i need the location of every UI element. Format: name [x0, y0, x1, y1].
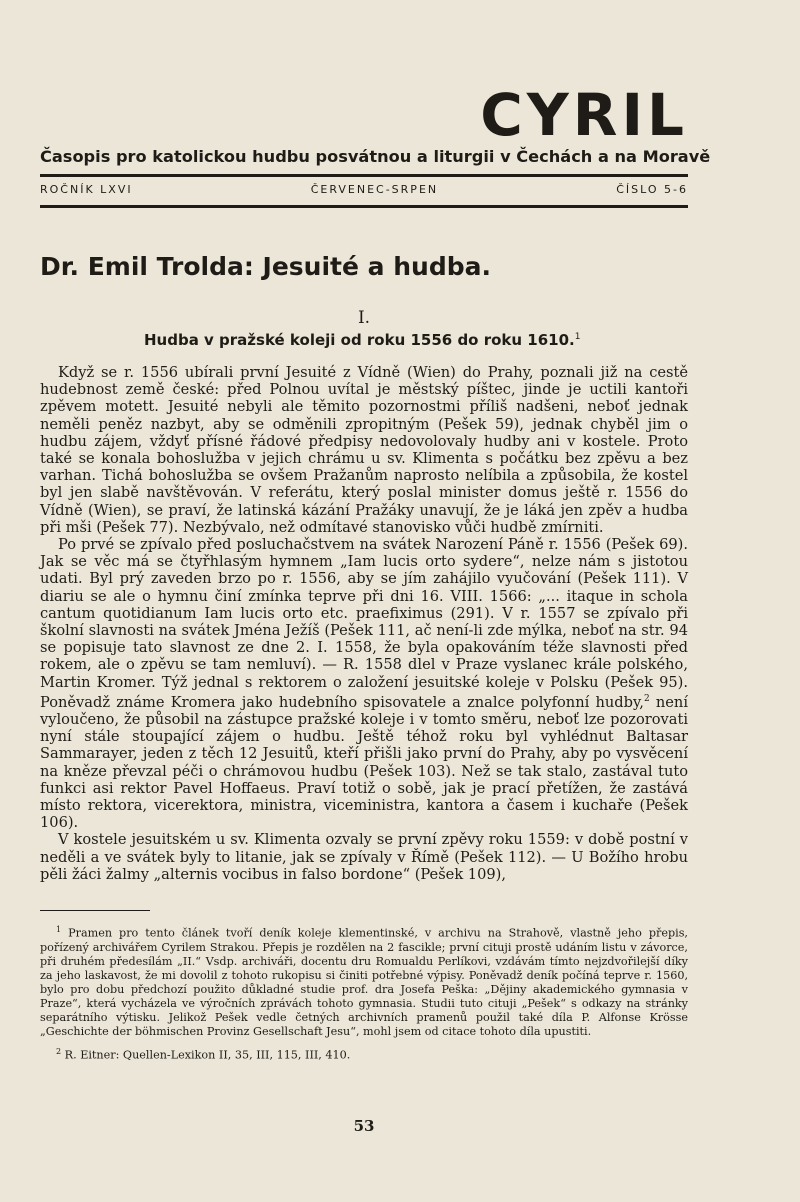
article-title: Dr. Emil Trolda: Jesuité a hudba. — [40, 252, 491, 281]
issue-label: ČÍSLO 5-6 — [616, 183, 688, 196]
masthead-rule-top — [40, 174, 688, 177]
masthead-rule-bottom — [40, 205, 688, 208]
footnote-text: R. Eitner: Quellen-Lexikon II, 35, III, 115, III, 410. — [64, 1048, 351, 1062]
footnotes — [40, 923, 688, 1068]
footnote-mark: 2 — [56, 1046, 62, 1056]
months-label: ČERVENEC-SRPEN — [310, 183, 439, 196]
section-heading-text: Hudba v pražské koleji od roku 1556 do roku 1610. — [144, 331, 575, 349]
paragraph: V kostele jesuitském u sv. Klimenta ozvaly se první zpěvy roku 1559: v době postní v neděli a ve svátek byly to litanie, jak se zpívaly v Římě (Pešek 112). — U Božího hrobu pěli žáci žalmy „alternis vocibus in falso bordone“ (Pešek 109), — [40, 831, 688, 883]
footnote — [40, 1045, 688, 1063]
section-number: I. — [357, 308, 371, 328]
volume-label: ROČNÍK LXVI — [40, 183, 133, 196]
footnote-ref-1: 1 — [574, 332, 581, 342]
journal-subtitle: Časopis pro katolickou hudbu posvátnou a liturgii v Čechách a na Moravě — [40, 147, 711, 166]
footnote-mark: 1 — [56, 925, 62, 934]
footnote-ref-2: 2 — [643, 693, 650, 704]
footnote — [40, 923, 688, 1039]
journal-title: CYRIL — [480, 81, 688, 149]
footnote-text: Pramen pro tento článek tvoří deník koleje klementinské, v archivu na Strahově, vlastně jeho přepis, pořízený archivářem Cyrilem Strakou. Přepis je rozdělen na 2 fascikle; první cituji prostě udáním listu v závorce, při druhém předesílám „II.“ Vsdp. archiváři, docentu dru Romualdu Perlíkovi, vzdávám tímto nejzdvořilejší díky za jeho laskavost, že mi dovolil z tohoto rukopisu si činiti potřebné výpisy. Poněvadž deník počíná teprve r. 1560, bylo pro dobu předchozí použito důkladné studie prof. dra Josefa Peška: „Dějiny akademického gymnasia v Praze“, která vycházela ve výročních zprávách tohoto gymnasia. Studii tuto cituji „Pešek“ s odkazy na stránky separátního výtisku. Jelikož Pešek vedle četných archivních pramenů použil také díla P. Alfonse Krösse „Geschichte der böhmischen Provinz Gesellschaft Jesu“, mohl jsem od citace tohoto díla upustiti. — [40, 926, 688, 1038]
article-body — [40, 364, 688, 883]
paragraph: Když se r. 1556 ubírali první Jesuité z Vídně (Wien) do Prahy, poznali již na cestě hudebnost země české: před Polnou uvítal je městský píštec, jinde je uctili kantoři zpěvem motett. Jesuité nebyli ale těmito pozornostmi příliš nadšeni, neboť jednak neměli peněz nazbyt, aby se odměnili zpropitným (Pešek 59), jednak chyběl jim o hudbu zájem, vždyť přísné řádové předpisy nedovolovaly hudby ani v kostele. Proto také se konala bohoslužba v jejich chrámu u sv. Klimenta s počátku bez zpěvu a bez varhan. Tichá bohoslužba se ovšem Pražanům naprosto nelíbila a způsobila, že kostel byl jen slabě navštěvován. V referátu, který poslal minister domus ještě r. 1556 do Vídně (Wien), se praví, že latinská kázání Pražáky unavují, že je láká jen zpěv a hudba při mši (Pešek 77). Nezbývalo, než odmítavé stanovisko vůči hudbě zmírniti. — [40, 364, 688, 536]
section-heading — [144, 331, 704, 349]
footnote-separator — [40, 910, 150, 911]
page-number: 53 — [353, 1117, 375, 1135]
paragraph: Po prvé se zpívalo před posluchačstvem na svátek Narození Páně r. 1556 (Pešek 69). Jak se věc má se čtyřhlasým hymnem „Iam lucis orto sydere“, nelze nám s jistotou udati. Byl prý zaveden brzo po r. 1556, aby se jím zahájilo vyučování (Pešek 111). V diariu se ale o hymnu činí zmínka teprve při dni 16. VIII. 1566: „... itaque in schola cantum quotidianum Iam lucis orto etc. praefiximus (291). V r. 1557 se zpívalo při školní slavnosti na svátek Jména Ježíš (Pešek 111, ač není-li zde mýlka, neboť na str. 94 se popisuje tato slavnost ze dne 2. I. 1558, že byla opakováním téže slavnosti před rokem, ale o zpěvu se tam nemluví). — R. 1558 dlel v Praze vyslanec krále polského, Martin Kromer. Týž jednal s rektorem o založení jesuitské koleje v Polsku (Pešek 95). Poněvadž známe Kromera jako hudebního spisovatele a znalce polyfonní hudby,$^2$ není vyloučeno, že působil na zástupce pražské koleje i v tomto směru, neboť lze pozorovati nyní stále stoupající zájem o hudbu. Ještě téhož roku byl vyhlédnut Baltasar Sammarayer, jeden z těch 12 Jesuitů, kteří přišli jako první do Prahy, aby po vysvěcení na kněze převzal péči o chrámovou hudbu (Pešek 103). Než se tak stalo, zastával tuto funkci asi rektor Pavel Hoffaeus. Praví totiž o sobě, jak je prací přetížen, že zastává místo rektora, vicerektora, ministra, viceministra, kantora a časem i kuchaře (Pešek 106). — [40, 536, 688, 832]
issue-info — [40, 183, 688, 196]
